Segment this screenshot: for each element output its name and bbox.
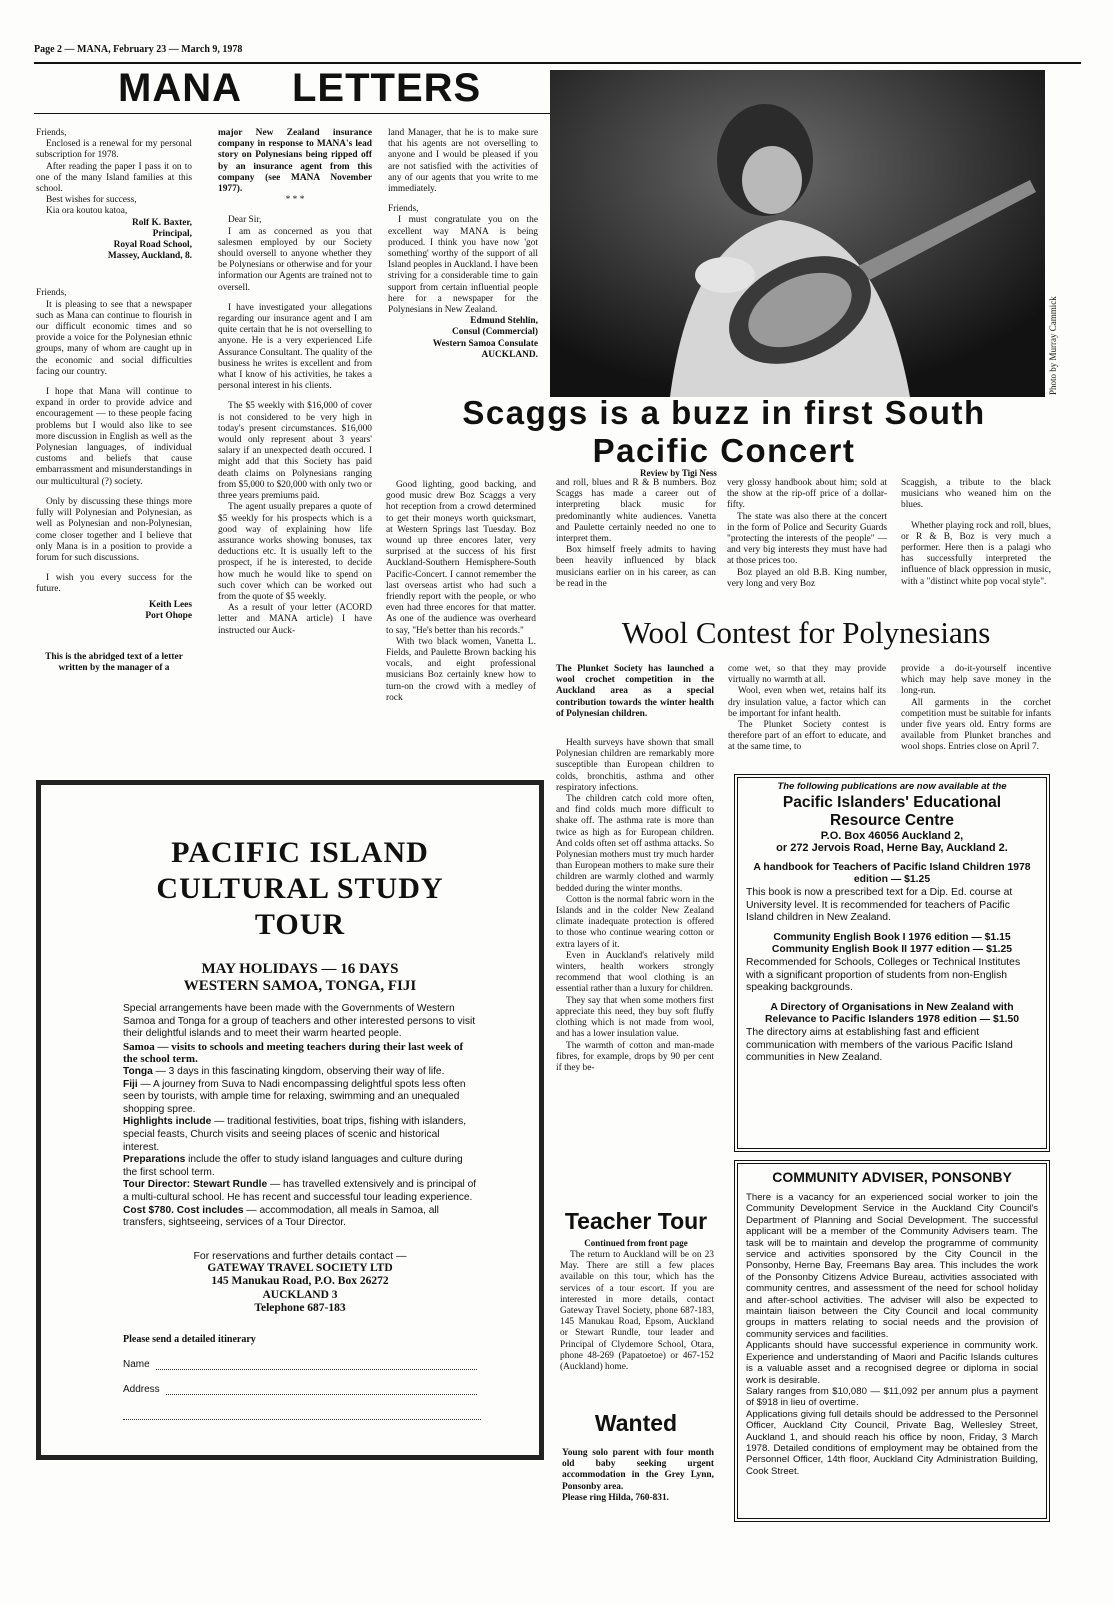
wool-paragraph: The warmth of cotton and man-made fibres, for example, drops by 90 per cent if they be- (556, 1040, 714, 1073)
tour-cost: Cost $780. Cost includes — accommodation, all meals in Samoa, all transfers, sightseeing, services of a Tour Director. (123, 1204, 439, 1229)
masthead-letters: LETTERS (292, 66, 482, 110)
letter3-line: Dear Sir, (228, 215, 262, 226)
wanted-body (562, 1448, 714, 1504)
wanted-text: Young solo parent with four month old baby seeking urgent accommodation in the Grey Lynn, Ponsonby area. (562, 1448, 714, 1492)
letter2-line: Friends, (36, 288, 67, 299)
publication-desc: The directory aims at establishing fast and efficient communication with members of the various Pacific Island communities in New Zealand. (746, 1026, 1013, 1064)
letter1-line: Kia ora koutou katoa, (46, 206, 128, 217)
letter1-line: After reading the paper I pass it on to one of the many Island families at this school. (36, 161, 192, 195)
letter4-line: Friends, (388, 204, 419, 215)
publication-title: Community English Book II 1977 edition — $1.25 (771, 944, 1013, 956)
tour-subtitle-places: WESTERN SAMOA, TONGA, FIJI (183, 978, 417, 994)
tour-director: Tour Director: Stewart Rundle — has travelled extensively and is principal of a multi-cultural school. He has recent and successful tour leading experience. (123, 1179, 477, 1203)
adviser-advert (734, 1160, 1050, 1522)
letter2-signature: Keith Lees (149, 599, 192, 610)
letters-column-3 (388, 128, 538, 361)
tour-contact-address: AUCKLAND 3 (262, 1288, 338, 1301)
wool-paragraph: Wool, even when wet, retains half its dry insulation value, a factor which can be important for infant health. (728, 686, 886, 719)
wool-paragraph: Even in Auckland's relatively mild winters, health workers strongly recommend that wool clothing is an essential rather than a luxury for children. (556, 950, 714, 995)
name-label: Name (123, 1358, 150, 1370)
masthead-mana: MANA (118, 66, 242, 110)
letter4-signature: Consul (Commercial) (451, 327, 538, 338)
address-label: Address (123, 1383, 160, 1395)
letter3-line: As a result of your letter (ACORD letter and MANA article) I have instructed our Auck- (218, 603, 372, 636)
resource-centre-address: or 272 Jervois Road, Herne Bay, Auckland 2. (776, 842, 1008, 855)
address-input[interactable] (166, 1380, 477, 1395)
letter1-line: Enclosed is a renewal for my personal subscription for 1978. (36, 139, 192, 161)
publications-intro: The following publications are now available at the (777, 781, 1007, 792)
adviser-paragraph: Applicants should have successful experience in community work. Experience and understanding of Maori and Pacific Islands cultures is a valuable asset and a recognised degree or diploma in social work is desirable. (746, 1340, 1038, 1386)
tour-fiji: Fiji — A journey from Suva to Nadi encompassing delightful spots less often seen by tourists, with ample time for relaxing, swimming and an unequaled shopping spree. (123, 1078, 466, 1115)
tour-preparations: Preparations include the offer to study island languages and culture during the first school term. (123, 1154, 463, 1178)
scaggs-paragraph: very glossy handbook about him; sold at the show at the rip-off price of a dollar-fifty. (727, 478, 887, 511)
adviser-paragraph: There is a vacancy for an experienced social worker to join the Community Development Service in the Auckland City Council's Department of Planning and Social Development. The successful applicant will be a member of the Community Advisers team. The task will be to maintain and develop the programme of community service and activities sponsored by the City Council in the Ponsonby, Herne Bay, Freemans Bay area. This includes the work of the Ponsonby Citizens Advice Bureau, activities associated with community centres, and assessment of the need for school holiday and after-school activities. The adviser will also be expected to maintain liaison between the City Council and local community groups in matters relating to social needs and the provision of community services and facilities. (746, 1192, 1038, 1340)
tour-subtitle-dates: MAY HOLIDAYS — 16 DAYS (201, 961, 399, 977)
scaggs-column-2 (556, 478, 716, 590)
adviser-paragraph: Salary ranges from $10,080 — $11,092 per annum plus a payment of $918 in lieu of overtime. (746, 1385, 1038, 1409)
publication-title: Community English Book I 1976 edition — $1.15 (773, 931, 1011, 943)
wool-headline: Wool Contest for Polynesians (621, 615, 991, 650)
wool-paragraph: They say that when some mothers first appreciate this need, they buy soft fluffy clothing which is not made from wool, and has a lower insulation value. (556, 995, 714, 1040)
publication-desc: Recommended for Schools, Colleges or Technical Institutes with a significant proportion of students from non-English speaking backgrounds. (746, 956, 1021, 994)
wool-column-3 (901, 664, 1051, 754)
scaggs-column-3 (727, 478, 887, 590)
publication-desc: This book is now a prescribed text for a Dip. Ed. course at University level. It is recommended for teachers of Pacific Island children in New Zealand. (746, 886, 1013, 924)
scaggs-paragraph: Scaggish, a tribute to the black musicians who weaned him on the blues. (901, 478, 1051, 511)
wool-column-1 (556, 664, 714, 1074)
scaggs-column-4 (901, 478, 1051, 588)
scaggs-paragraph: Boz played an old B.B. King number, very long and very Boz (727, 567, 887, 589)
letters-column-2 (218, 128, 372, 637)
publications-advert (734, 774, 1050, 1152)
tour-intro: Special arrangements have been made with the Governments of Western Samoa and Tonga for a group of teachers and other interested persons to visit their delightful islands and to meet their warm hearted people. (123, 1003, 476, 1040)
publication-title: A handbook for Teachers of Pacific Island Children 1978 edition — $1.25 (753, 861, 1031, 886)
itinerary-form-title: Please send a detailed itinerary (123, 1333, 256, 1345)
wool-paragraph: The Plunket Society contest is therefore part of an effort to educate, and at the same time, to (728, 720, 886, 753)
tour-contact-address: Telephone 687-183 (254, 1302, 346, 1315)
letter2-line: I hope that Mana will continue to expand in order to provide advice and encouragement — to these people facing problems but I would also like to see more discussion in English as well as the Polynesian languages, of individual customs and beliefs that cause embarrassment and misunderstandings in our multicultural (?) society. (36, 387, 192, 487)
letter1-signature: Principal, (152, 228, 192, 239)
wool-paragraph: All garments in the corchet competition must be suitable for infants under five years old. Entry forms are available from Plunket branches and wool shops. Entries close on April 7. (901, 697, 1051, 753)
letter3-line: The $5 weekly with $16,000 of cover is not considered to be very high in today's present circumstances. $16,000 would only represent about 3 years' salary if an unexpected death occured. I might add that this Society has paid death claims on Polynesians ranging from $5,000 to $20,000 with only two or three years premiums paid. (218, 401, 372, 502)
concert-photo (550, 70, 1045, 397)
teacher-tour-paragraph: The return to Auckland will be on 23 May. There are still a few places available on this tour, which has the services of a tour escort. If you are interested in more details, contact Gateway Travel Society, phone 687-183, 145 Manukau Road, Epsom, Auckland or Stewart Rundle, tour leader and Principal of Clydemore School, Otara, phone 48-269 (Papatoetoe) or 467-152 (Auckland) home. (560, 1250, 714, 1373)
name-input[interactable] (156, 1355, 477, 1370)
address-input-line-2[interactable] (123, 1405, 481, 1420)
letter4-signature: AUCKLAND. (481, 349, 538, 360)
teacher-tour-continued: Continued from front page (584, 1238, 688, 1248)
letter2-line: It is pleasing to see that a newspaper such as Mana can continue to flourish in our difficult economic times and so provide a voice for the Polynesian ethnic groups, many of whom are caught up in the economic and social difficulties facing our country. (36, 299, 192, 377)
wool-column-2 (728, 664, 886, 754)
wool-paragraph: Health surveys have shown that small Polynesian children are remarkably more susceptible than European children to colds, bronchitis, asthma and other respiratory infections. (556, 738, 714, 793)
wanted-headline: Wanted (594, 1410, 678, 1436)
letter-intro: major New Zealand insurance company in response to MANA's lead story on Polynesians being ripped off by an insurance agent from this company (see MANA November 1977). (218, 128, 372, 195)
resource-centre-name: Pacific Islanders' Educational Resource Centre (782, 793, 1002, 829)
photo-credit: Photo by Murray Cammick (1048, 296, 1058, 395)
tour-contact: For reservations and further details contact — (193, 1249, 407, 1262)
letter-note: This is the abridged text of a letter written by the manager of a (45, 651, 183, 674)
letter3-line: I have investigated your allegations regarding our insurance agent and I am quite certain that he is not overselling to anyone. He is a very experienced Life Assurance Consultant. The quality of the business he writes is excellent and from what I know of his activities, he takes a personal interest in his clients. (218, 302, 372, 392)
adviser-title: COMMUNITY ADVISER, PONSONBY (772, 1169, 1012, 1185)
teacher-tour-headline: Teacher Tour (564, 1208, 708, 1234)
scaggs-paragraph: and roll, blues and R & B numbers. Boz Scaggs has made a career out of interpreting black music for predominantly white audiences. Vanetta and Paulette certainly needed no one to interpret them. (556, 478, 716, 545)
tour-advert (36, 780, 544, 1460)
scaggs-paragraph: Box himself freely admits to having been heavily influenced by black musicians earlier on in his career, as can be read in the (556, 545, 716, 589)
tour-tonga: Tonga — 3 days in this fascinating kingdom, observing their way of life. (123, 1065, 445, 1077)
wool-paragraph: provide a do-it-yourself incentive which may help save money in the long-run. (901, 664, 1051, 697)
letter4-line: I must congratulate you on the excellent way MANA is being produced. I think you have now 'got something' worthy of the support of all Island peoples in Auckland. I have been striving for a considerable time to gain support from certain influential people here for a newspaper for the Polynesians in New Zealand. (388, 215, 538, 316)
scaggs-paragraph: The state was also there at the concert in the form of Police and Security Guards "protecting the interests of the people" — and very big interests they must have had at those prices too. (727, 511, 887, 567)
stars-divider: * * * (285, 195, 305, 206)
publication-title: A Directory of Organisations in New Zealand with Relevance to Pacific Islanders 1978 edition — $1.50 (764, 1001, 1020, 1026)
scaggs-paragraph: Whether playing rock and roll, blues, or R & B, Boz is very much a performer. Here then is a palagi who has successfully interpreted the influence of black oppression in music, with a "distinct white pop vocal style". (901, 520, 1051, 587)
tour-contact-address: GATEWAY TRAVEL SOCIETY LTD (207, 1261, 393, 1274)
letter3-line: I am as concerned as you that salesmen employed by our Society should oversell to anyone whether they be Polynesians or otherwise and for your information our Agents are trained not to oversell. (218, 226, 372, 293)
letter1-signature: Royal Road School, (113, 240, 192, 251)
scaggs-paragraph: With two black women, Vanetta L. Fields, and Paulette Brown backing his vocals, and eight professional musicians Boz certainly knew how to turn-on the crowd with a medley of rock (386, 636, 536, 703)
letter1-signature: Rolf K. Baxter, (131, 217, 192, 228)
tour-highlights: Highlights include — traditional festivities, boat trips, fishing with islanders, special feasts, Church visits and seeing places of scenic and historical interest. (123, 1116, 467, 1153)
wanted-phone: Please ring Hilda, 760-831. (562, 1492, 670, 1503)
wool-paragraph: come wet, so that they may provide virtually no warmth at all. (728, 664, 886, 686)
letter1-line: Friends, (36, 128, 67, 138)
letter4-signature: Western Samoa Consulate (432, 338, 538, 349)
letter2-signature: Port Ohope (145, 610, 192, 621)
wool-paragraph: The children catch cold more often, and find colds much more difficult to shake off. The asthma rate is more than twice as high as for European children. And colds often set off asthma attacks. So Polynesian mothers must try much harder than European mothers to make sure their children are warmly clothed and warmly bedded during the winter months. (556, 794, 714, 894)
scaggs-headline: Scaggs is a buzz in first South Pacific Concert (462, 394, 986, 469)
scaggs-paragraph: Good lighting, good backing, and good music drew Boz Scaggs a very hot reception from a crowd determined to get their moneys worth quicksmart, at Western Springs last Tuesday. Boz wound up three encores later, very surprised at the success of his first Auckland-Southern Hemisphere-South Pacific-Concert. I cannot remember the last overseas artist who had such a friendly report with the people, or who even had three encores for that matter. As one of the audience was overheard to say, "He's better than his records." (386, 480, 536, 636)
page-folio: Page 2 — MANA, February 23 — March 9, 1978 (34, 44, 243, 55)
guitarist-image (550, 70, 1045, 397)
tour-samoa: Samoa — visits to schools and meeting teachers during their last week of the school term. (123, 1040, 464, 1066)
letter2-line: I wish you every success for the future. (36, 573, 192, 595)
letter1-line: Best wishes for success, (46, 195, 137, 206)
wool-paragraph: Cotton is the normal fabric worn in the Islands and in the colder New Zealand climate inadequate protection is offered to those who continue wearing cotton or extra layers of it. (556, 894, 714, 950)
teacher-tour-body (560, 1250, 714, 1373)
resource-centre-address: P.O. Box 46056 Auckland 2, (820, 829, 964, 842)
header-rule (34, 62, 1081, 64)
scaggs-byline: Review by Tigi Ness (640, 468, 717, 478)
scaggs-column-1 (386, 480, 536, 704)
letter3-line: The agent usually prepares a quote of $5 weekly for his prospects which is a good way of explaining how life assurance works showing bonuses, tax deductions etc. It is usually left to the prospect, if he is interested, to decide how much he would like to spend on such cover which can be worked out from the quote of $5 weekly. (218, 502, 372, 602)
tour-contact-address: 145 Manukau Road, P.O. Box 26272 (211, 1275, 389, 1288)
masthead-rule (34, 113, 550, 114)
letter1-signature: Massey, Auckland, 8. (107, 251, 192, 262)
wool-lead: The Plunket Society has launched a wool crochet competition in the Auckland area as a special contribution towards the winter health of Polynesian children. (556, 664, 714, 719)
adviser-paragraph: Applications giving full details should be addressed to the Personnel Officer, Auckland City Council, Private Bag, Wellesley Street, Auckland 1, and should reach his office by noon, Friday, 3 March 1978. Detailed conditions of employment may be obtained from the Personnel Officer, 14th floor, Auckland City Administration Building, Cook Street. (746, 1408, 1038, 1477)
tour-title: PACIFIC ISLAND CULTURAL STUDY TOUR (156, 836, 444, 941)
letter3-cont: land Manager, that he is to make sure that his agents are not overselling to anyone and I would be pleased if you are not satisfied with the activities of any of our agents that you write to me immediately. (388, 128, 538, 195)
letters-column-1 (36, 128, 192, 674)
letter4-signature: Edmund Stehlin, (470, 316, 538, 327)
letter2-line: Only by discussing these things more fully will Polynesian and Polynesian, as well as Polynesian and non-Polynesian, come closer together and I believe that only Mana is in a position to provide a forum for such discussions. (36, 496, 192, 563)
